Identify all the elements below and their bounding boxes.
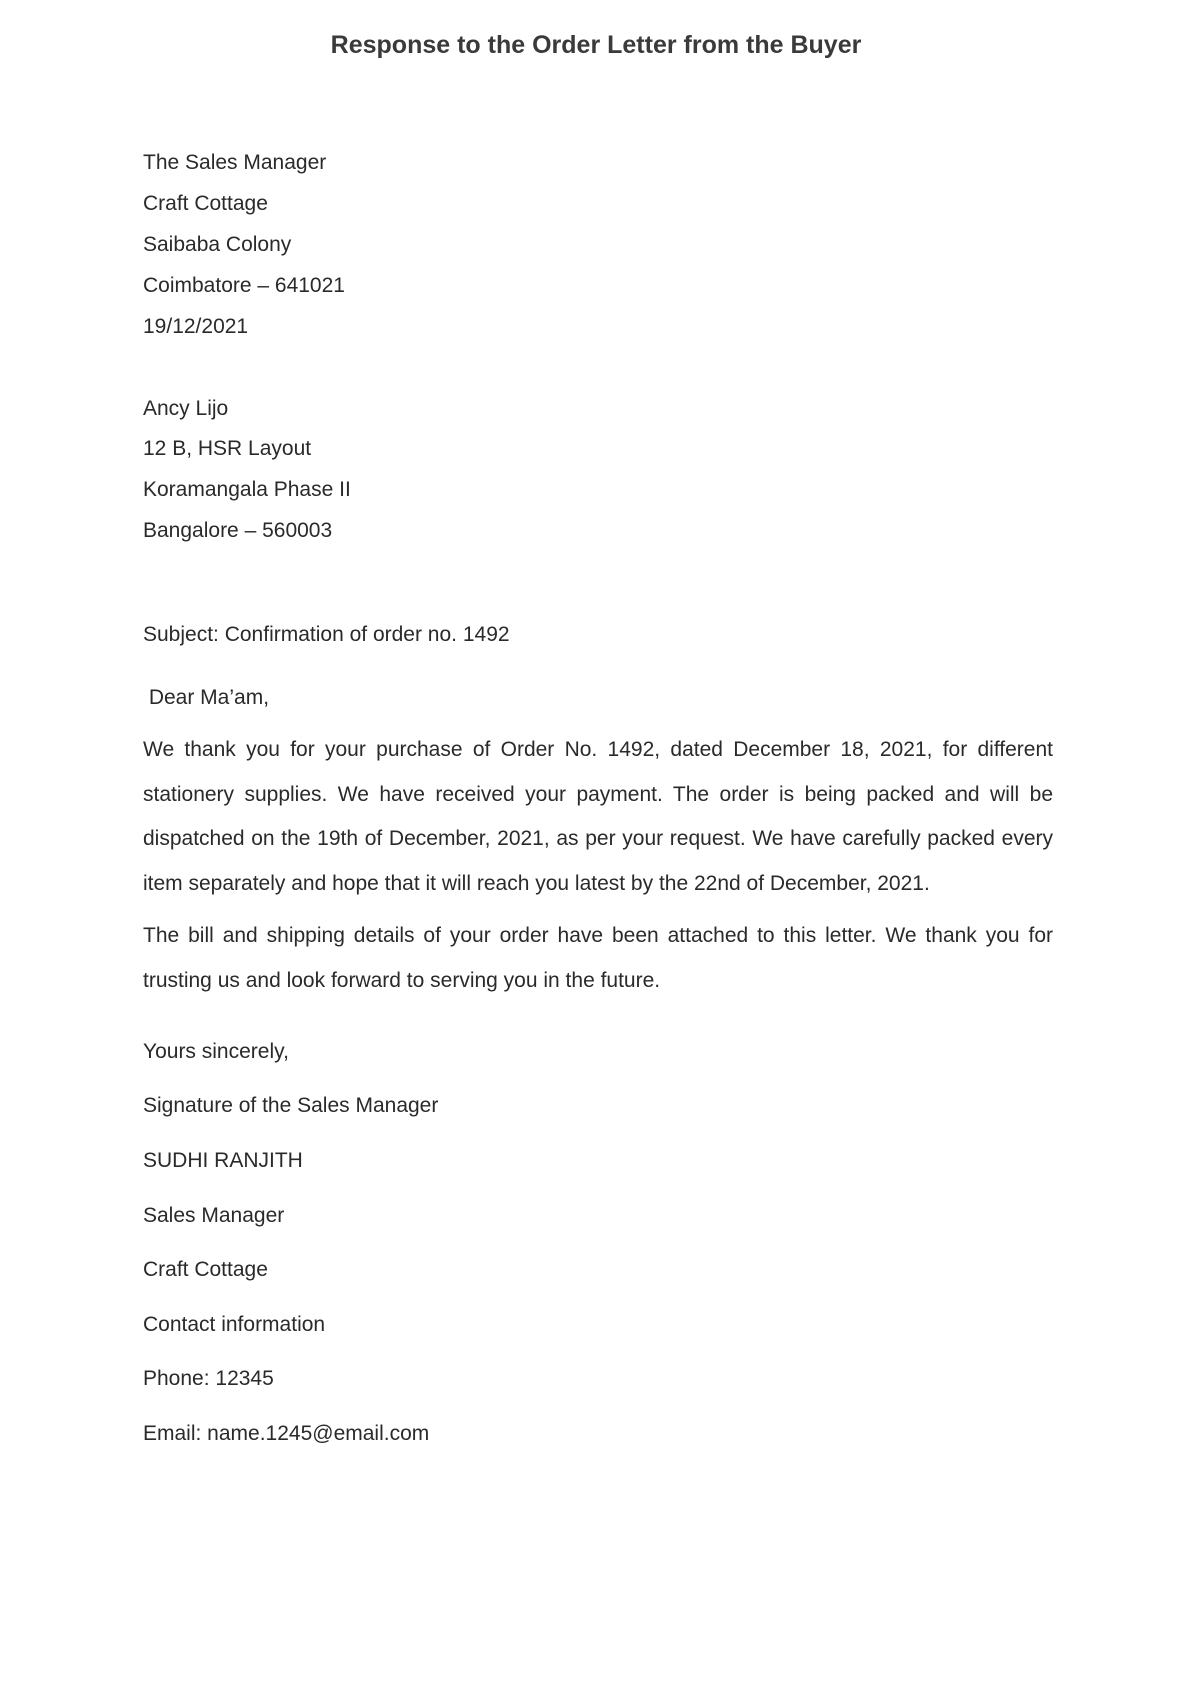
recipient-name: Ancy Lijo — [143, 397, 229, 420]
valediction: Yours sincerely, — [143, 1040, 289, 1063]
signer-company: Craft Cottage — [143, 1258, 268, 1281]
signer-name: SUDHI RANJITH — [143, 1149, 303, 1172]
signature-line: Signature of the Sales Manager — [143, 1094, 439, 1117]
sender-company: Craft Cottage — [143, 192, 268, 215]
sender-title: The Sales Manager — [143, 151, 327, 174]
body-paragraph-2: The bill and shipping details of your order have been attached to this letter. We thank you for trusting us and look forward to serving you in the future. — [143, 924, 1053, 992]
letter-date: 19/12/2021 — [143, 315, 249, 338]
contact-email: Email: name.1245@email.com — [143, 1422, 430, 1445]
contact-heading: Contact information — [143, 1313, 326, 1336]
sender-city: Coimbatore – 641021 — [143, 274, 345, 297]
body-paragraph-1: We thank you for your purchase of Order No. 1492, dated December 18, 2021, for different stationery supplies. We have received your payment. The order is being packed and will be dispatched on the 19th of December, 2021, as per your request. We have carefully packed every item separately and hope that it will reach you latest by the 22nd of December, 2021. — [143, 738, 1053, 895]
sender-street: Saibaba Colony — [143, 233, 292, 256]
recipient-street: 12 B, HSR Layout — [143, 437, 312, 460]
salutation: Dear Ma’am, — [143, 686, 270, 709]
subject-line: Subject: Confirmation of order no. 1492 — [143, 623, 510, 646]
contact-phone: Phone: 12345 — [143, 1367, 274, 1390]
recipient-area: Koramangala Phase II — [143, 478, 351, 501]
signer-position: Sales Manager — [143, 1204, 285, 1227]
recipient-city: Bangalore – 560003 — [143, 519, 333, 542]
document-title: Response to the Order Letter from the Buyer — [330, 31, 862, 59]
